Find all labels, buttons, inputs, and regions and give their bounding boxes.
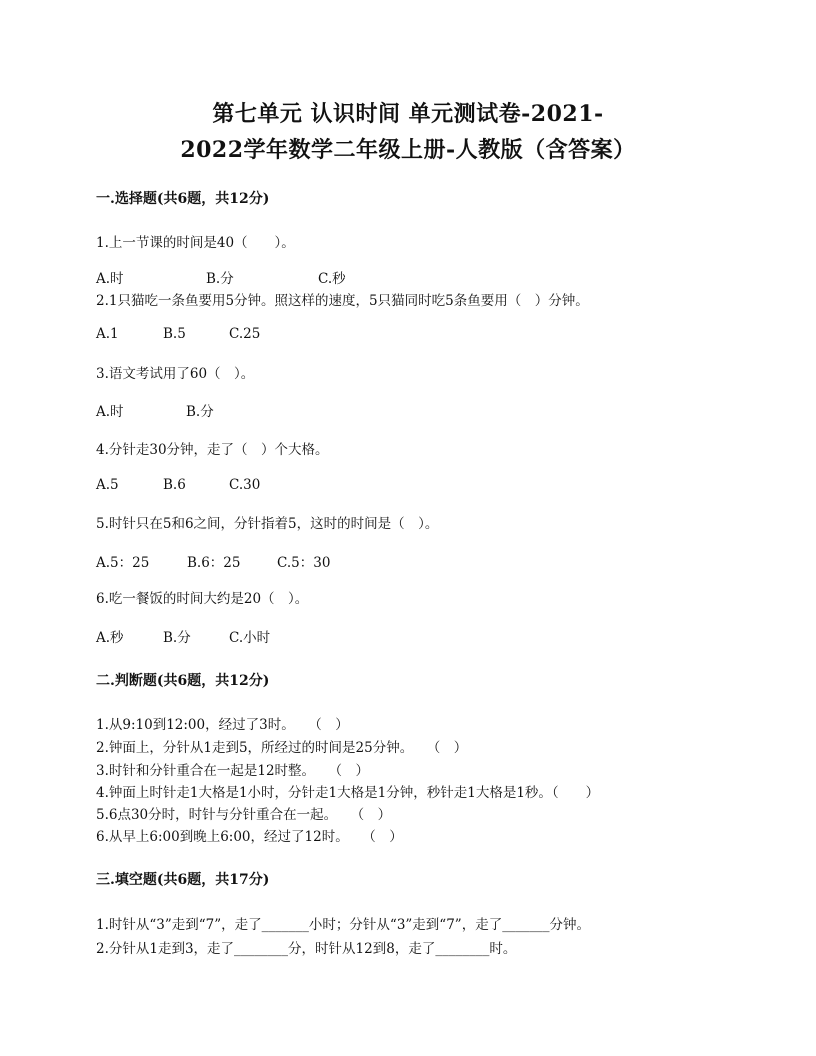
question-6: 6.吃一餐饭的时间大约是20（ ）。	[96, 591, 309, 607]
option: C.5：30	[277, 555, 331, 571]
option: A.5：25	[96, 555, 150, 571]
judgement-item: 5.6点30分时，时针与分针重合在一起。 （ ）	[96, 807, 392, 823]
question-3-options	[96, 400, 214, 420]
judgement-item: 4.钟面上时针走1大格是1小时，分针走1大格是1分钟，秒针走1大格是1秒。（ ）	[96, 785, 600, 801]
question-4: 4.分针走30分钟，走了（ ）个大格。	[96, 442, 329, 458]
option: A.时	[96, 404, 124, 420]
document-title-line2: 2022学年数学二年级上册-人教版（含答案）	[180, 137, 636, 163]
judgement-item: 2.钟面上，分针从1走到5，所经过的时间是25分钟。 （ ）	[96, 740, 468, 756]
option: C.25	[229, 326, 261, 342]
question-4-options	[96, 477, 260, 493]
option: A.1	[96, 326, 119, 342]
option: A.秒	[96, 630, 124, 646]
option: C.小时	[229, 630, 271, 646]
option: B.分	[163, 630, 191, 646]
document-title-line1: 第七单元 认识时间 单元测试卷-2021-	[212, 101, 604, 127]
option: C.30	[229, 477, 261, 493]
option: A.5	[96, 477, 119, 493]
option: B.6	[163, 477, 186, 493]
option: B.5	[163, 326, 186, 342]
judgement-item: 1.从9:10到12:00，经过了3时。 （ ）	[96, 717, 349, 733]
option: C.秒	[318, 271, 346, 287]
section2-heading: 二.判断题(共6题，共12分)	[96, 673, 270, 689]
option: B.6：25	[187, 555, 241, 571]
question-6-options	[96, 626, 270, 646]
option: B.分	[186, 404, 214, 420]
question-1: 1.上一节课的时间是40（ ）。	[96, 235, 295, 251]
question-3: 3.语文考试用了60（ ）。	[96, 366, 255, 382]
question-5: 5.时针只在5和6之间，分针指着5，这时的时间是（ ）。	[96, 516, 439, 532]
question-1-options	[96, 267, 346, 287]
fill-blank-item: 1.时针从“3”走到“7”，走了_______小时；分针从“3”走到“7”，走了_______分钟。	[96, 917, 590, 933]
question-5-options	[96, 551, 330, 571]
option: A.时	[96, 271, 124, 287]
fill-blank-item: 2.分针从1走到3，走了________分，时针从12到8，走了________时。	[96, 941, 517, 957]
section3-heading: 三.填空题(共6题，共17分)	[96, 872, 270, 888]
judgement-item: 6.从早上6:00到晚上6:00，经过了12时。 （ ）	[96, 829, 403, 845]
option: B.分	[206, 271, 234, 287]
question-2-options	[96, 326, 260, 342]
judgement-item: 3.时针和分针重合在一起是12时整。 （ ）	[96, 763, 370, 779]
section1-heading: 一.选择题(共6题，共12分)	[96, 191, 270, 207]
question-2: 2.1只猫吃一条鱼要用5分钟。照这样的速度，5只猫同时吃5条鱼要用（ ）分钟。	[96, 293, 589, 309]
